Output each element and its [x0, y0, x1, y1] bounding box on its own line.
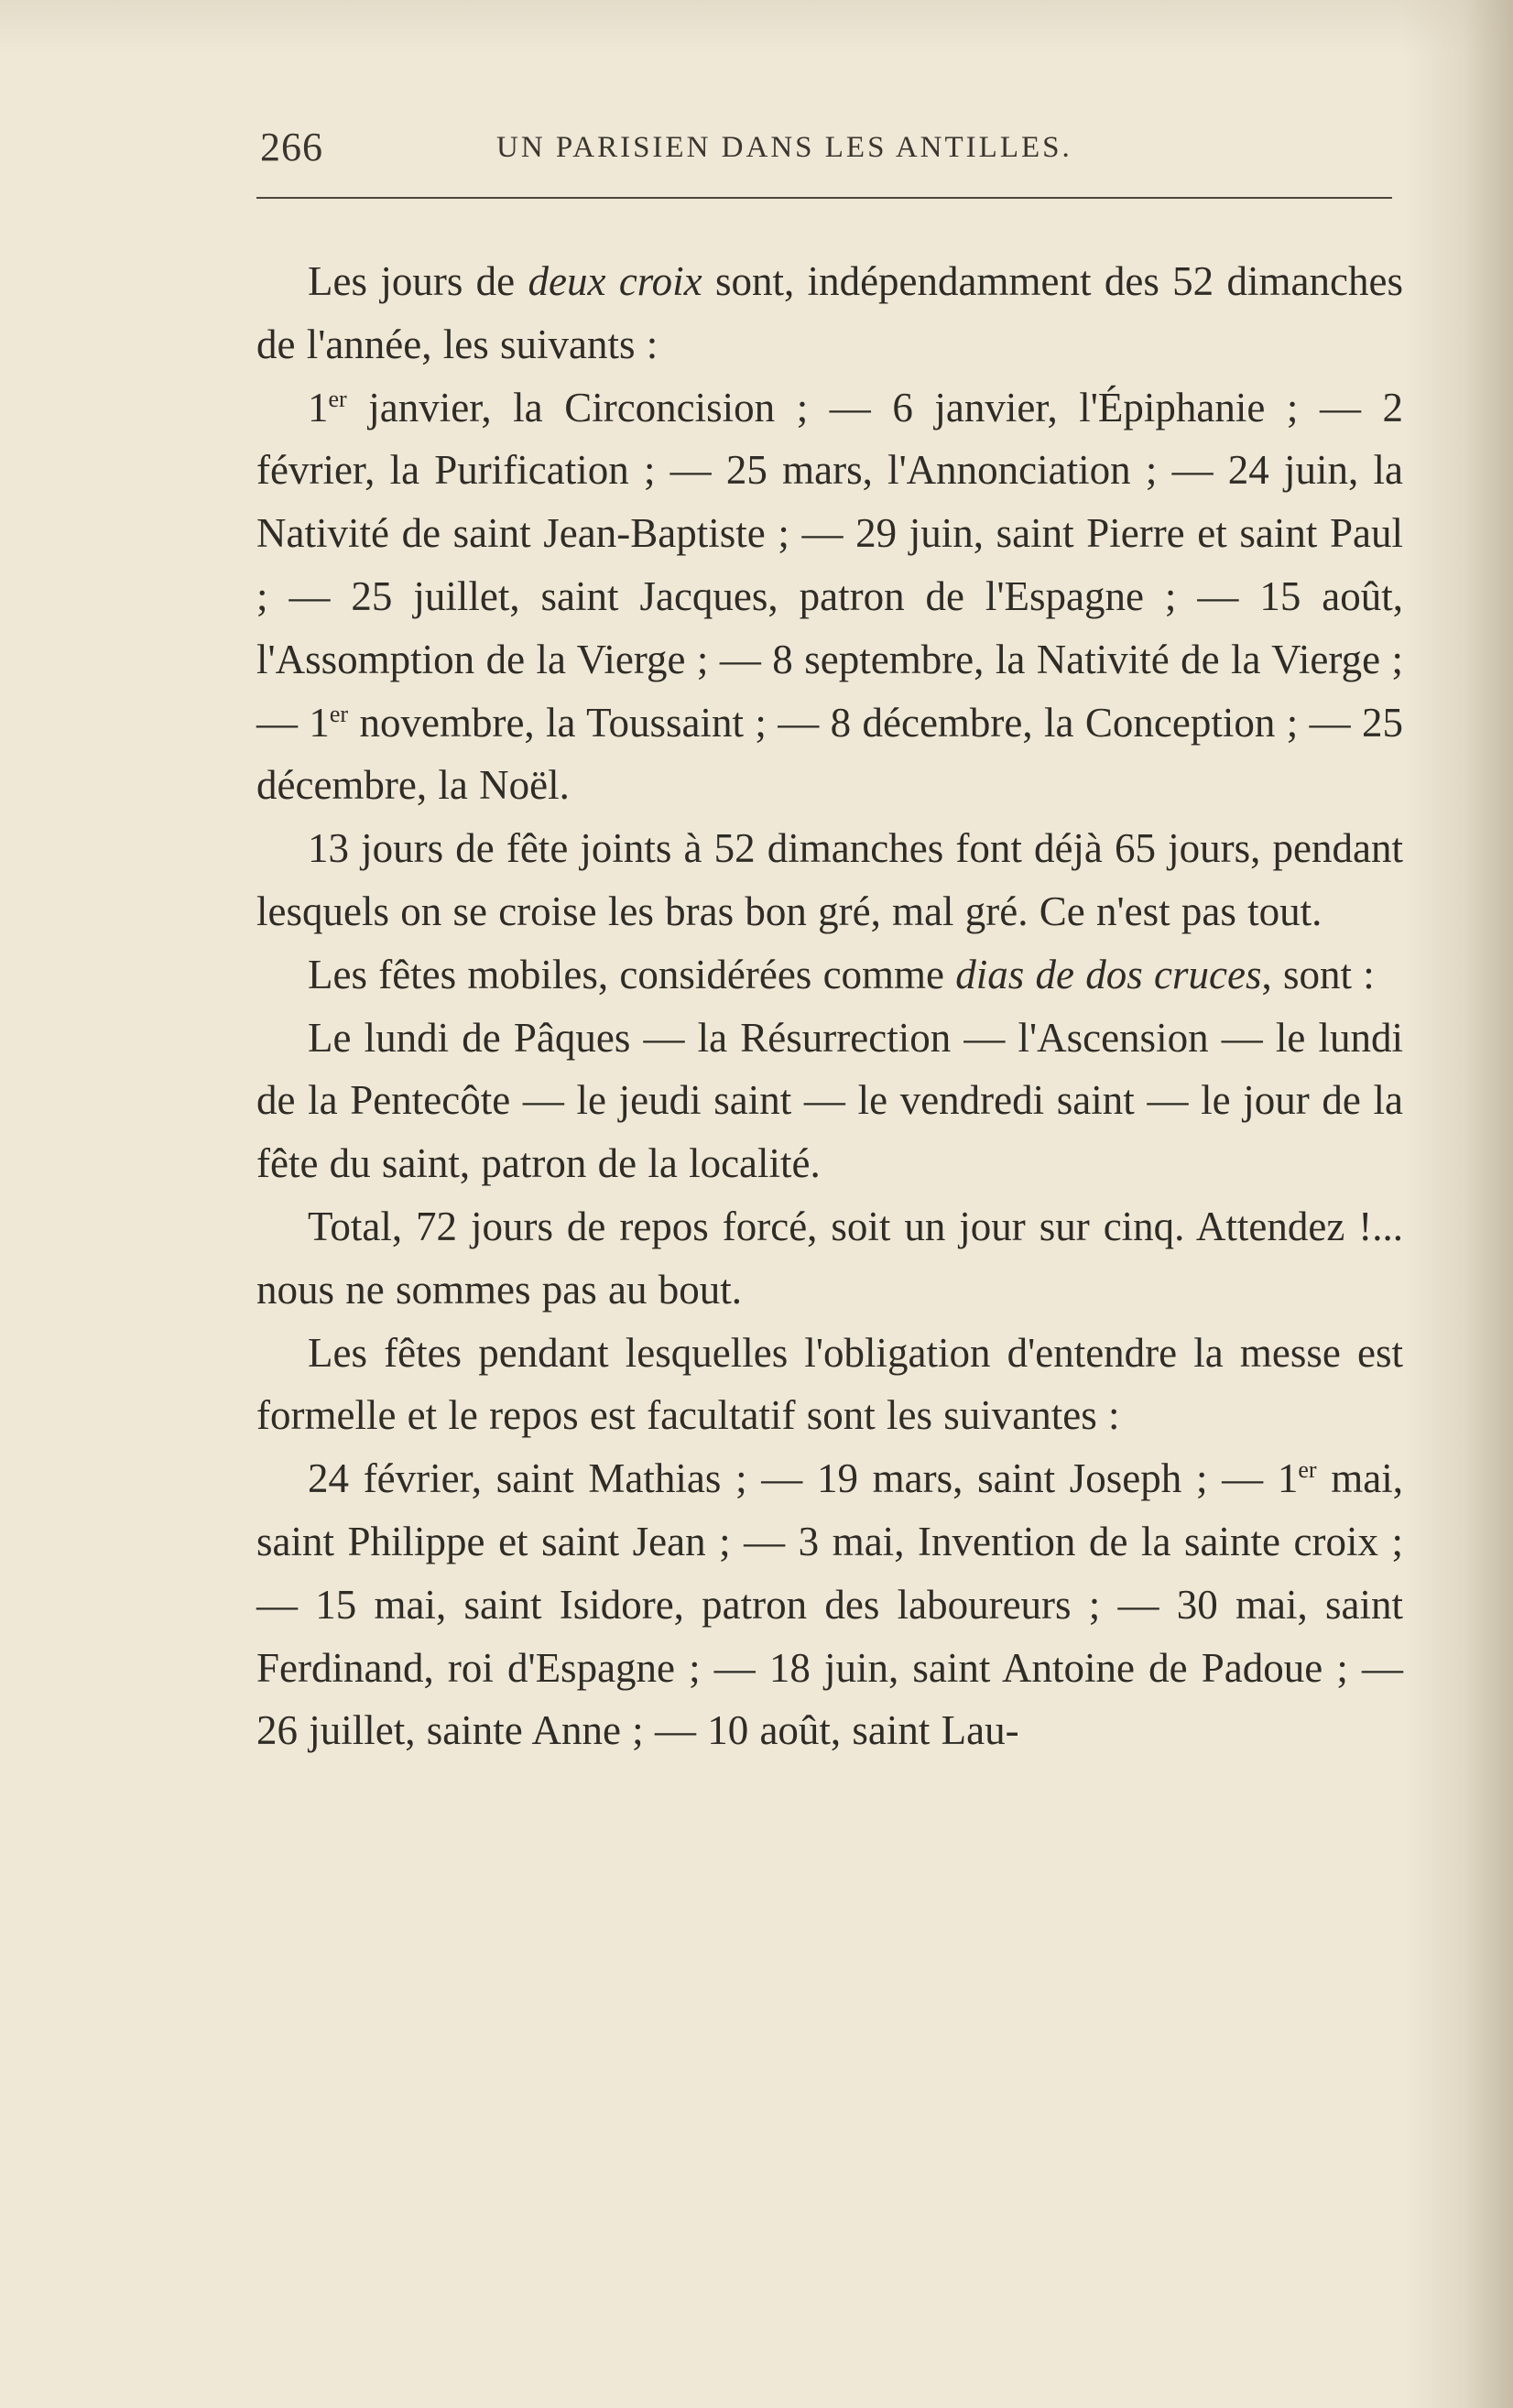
paragraph-2-superscript-1: er: [328, 385, 347, 412]
paragraph-4-text-b: , sont :: [1261, 951, 1375, 997]
paragraph-2-text-a: 1: [308, 384, 329, 430]
paragraph-2: [256, 376, 1403, 818]
paragraph-4: [256, 943, 1403, 1007]
paragraph-2-superscript-2: er: [329, 700, 349, 727]
body-text: [256, 250, 1403, 1762]
paragraph-1: [256, 250, 1403, 376]
paragraph-1-italic: deux croix: [528, 258, 702, 304]
paragraph-2-text-c: novembre, la Toussaint ; — 8 décembre, la Conception ; — 25 décembre, la Noël.: [256, 699, 1403, 809]
page-top-shade: [0, 0, 1513, 55]
paragraph-8-superscript: er: [1298, 1456, 1317, 1484]
paragraph-8-text-a: 24 février, saint Mathias ; — 19 mars, saint Joseph ; — 1: [308, 1455, 1299, 1502]
book-page: [256, 124, 1406, 1754]
page-edge-shadow: [1403, 0, 1513, 2408]
paragraph-8-text-b: mai, saint Philippe et saint Jean ; — 3 mai, Invention de la sainte croix ; — 15 mai, saint Isidore, patron des laboureurs ; — 30 mai, saint Ferdinand, roi d'Espagne ; — 18 juin, saint Antoine de Padoue ; — 26 juillet, sainte Anne ; — 10 août, saint Lau-: [256, 1455, 1403, 1754]
running-title: UN PARISIEN DANS LES ANTILLES.: [496, 131, 1072, 164]
paragraph-2-text-b: janvier, la Circoncision ; — 6 janvier, l'Épiphanie ; — 2 février, la Purification ; — 25 mars, l'Annonciation ; — 24 juin, la Nativité de saint Jean-Baptiste ; — 29 juin, saint Pierre et saint Paul ; — 25 juillet, saint Jacques, patron de l'Espagne ; — 15 août, l'Assomption de la Vierge ; — 8 septembre, la Nativité de la Vierge ; — 1: [256, 384, 1403, 746]
running-head: [256, 124, 1406, 169]
paragraph-4-text-a: Les fêtes mobiles, considérées comme: [308, 951, 956, 997]
paragraph-1-text-b: sont, indépendamment des 52 dimanches de l'année, les suivants :: [256, 258, 1403, 367]
header-rule: [256, 197, 1392, 199]
paragraph-1-text-a: Les jours de: [308, 258, 528, 304]
paragraph-5: Le lundi de Pâques — la Résurrection — l'Ascension — le lundi de la Pentecôte — le jeudi saint — le vendredi saint — le jour de la fête du saint, patron de la localité.: [256, 1014, 1403, 1187]
paragraph-3: 13 jours de fête joints à 52 dimanches font déjà 65 jours, pendant lesquels on se croise les bras bon gré, mal gré. Ce n'est pas tout.: [256, 825, 1403, 934]
paragraph-8: [256, 1447, 1403, 1762]
paragraph-7: Les fêtes pendant lesquelles l'obligation d'entendre la messe est formelle et le repos est facultatif sont les suivantes :: [256, 1329, 1403, 1439]
paragraph-6: Total, 72 jours de repos forcé, soit un jour sur cinq. Attendez !... nous ne sommes pas au bout.: [256, 1203, 1403, 1313]
paragraph-4-italic: dias de dos cruces: [955, 951, 1262, 997]
page-number: 266: [260, 125, 323, 169]
